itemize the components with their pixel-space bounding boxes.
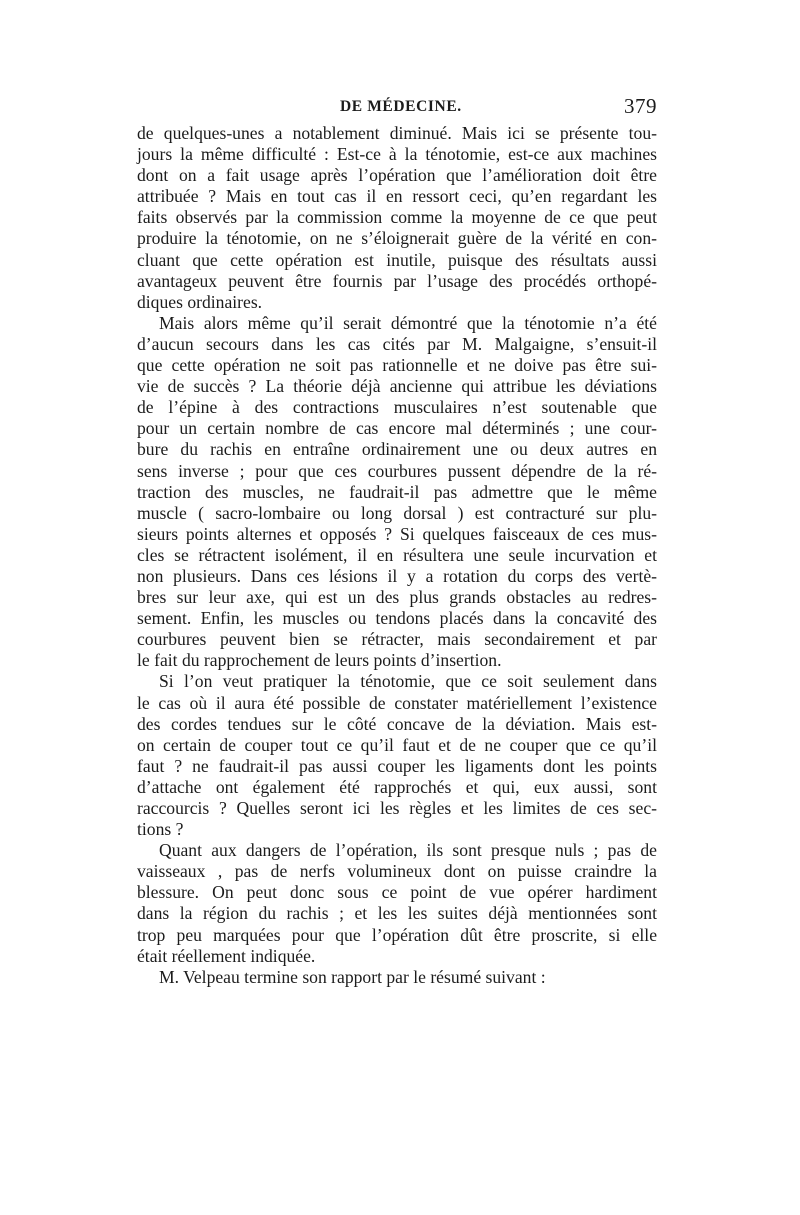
text-line: bres sur leur axe, qui est un des plus grands obstacles au redres- xyxy=(137,587,657,608)
page-number: 379 xyxy=(624,94,657,118)
text-line: dont on a fait usage après l’opération que l’amélioration doit être xyxy=(137,165,657,186)
text-line: avantageux peuvent être fournis par l’usage des procédés orthopé- xyxy=(137,270,657,291)
text-line: vie de succès ? La théorie déjà ancienne qui attribue les déviations xyxy=(137,376,657,397)
text-line: blessure. On peut donc sous ce point de vue opérer hardiment xyxy=(137,882,657,903)
text-line: le fait du rapprochement de leurs points d’insertion. xyxy=(137,650,502,671)
running-title: DE MÉDECINE. xyxy=(340,98,462,115)
paragraph-1 xyxy=(137,123,657,313)
text-line: courbures peuvent bien se rétracter, mais secondairement et par xyxy=(137,629,657,650)
text-line: Mais alors même qu’il serait démontré que la ténotomie n’a été xyxy=(159,312,657,333)
text-line: tions ? xyxy=(137,819,184,840)
text-line: trop peu marquées pour que l’opération dût être proscrite, si elle xyxy=(137,924,657,945)
text-line: M. Velpeau termine son rapport par le résumé suivant : xyxy=(159,966,546,987)
text-line: muscle ( sacro-lombaire ou long dorsal ) est contracturé sur plu- xyxy=(137,502,657,523)
paragraph-2 xyxy=(137,313,657,672)
paragraph-4 xyxy=(137,840,657,967)
text-line: Quant aux dangers de l’opération, ils sont presque nuls ; pas de xyxy=(159,840,657,861)
text-line: non plusieurs. Dans ces lésions il y a rotation du corps des vertè- xyxy=(137,565,657,586)
text-line: cles se rétractent isolément, il en résultera une seule incurvation et xyxy=(137,544,657,565)
body-text xyxy=(137,123,657,988)
text-line: des cordes tendues sur le côté concave de la déviation. Mais est- xyxy=(137,713,657,734)
text-line: faits observés par la commission comme la moyenne de ce que peut xyxy=(137,207,657,228)
text-line: de l’épine à des contractions musculaires n’est soutenable que xyxy=(137,397,657,418)
text-line: raccourcis ? Quelles seront ici les règles et les limites de ces sec- xyxy=(137,798,657,818)
text-line: d’attache ont également été rapprochés et qui, eux aussi, sont xyxy=(137,776,657,797)
text-line: attribuée ? Mais en tout cas il en ressort ceci, qu’en regardant les xyxy=(137,186,657,207)
paragraph-3 xyxy=(137,671,657,840)
text-line: cluant que cette opération est inutile, puisque des résultats aussi xyxy=(137,249,657,270)
running-head xyxy=(137,94,657,120)
text-line: jours la même difficulté : Est-ce à la ténotomie, est-ce aux machines xyxy=(137,144,657,165)
text-line: produire la ténotomie, on ne s’éloignerait guère de la vérité en con- xyxy=(137,228,657,249)
text-line: le cas où il aura été possible de constater matériellement l’existence xyxy=(137,692,657,713)
text-line: était réellement indiquée. xyxy=(137,945,316,966)
text-line: dans la région du rachis ; et les les suites déjà mentionnées sont xyxy=(137,903,657,924)
text-line: sement. Enfin, les muscles ou tendons placés dans la concavité des xyxy=(137,608,657,629)
text-line: d’aucun secours dans les cas cités par M. Malgaigne, s’ensuit-il xyxy=(137,333,657,354)
text-line: faut ? ne faudrait-il pas aussi couper les ligaments dont les points xyxy=(137,755,657,776)
text-line: que cette opération ne soit pas rationnelle et ne doive pas être sui- xyxy=(137,355,657,376)
text-line: bure du rachis en entraîne ordinairement une ou deux autres en xyxy=(137,439,657,460)
text-line: on certain de couper tout ce qu’il faut et de ne couper que ce qu’il xyxy=(137,734,657,755)
text-line: pour un certain nombre de cas encore mal déterminés ; une cour- xyxy=(137,418,657,439)
text-line: de quelques-unes a notablement diminué. Mais ici se présente tou- xyxy=(137,123,657,143)
text-line: diques ordinaires. xyxy=(137,291,263,312)
text-line: sieurs points alternes et opposés ? Si quelques faisceaux de ces mus- xyxy=(137,523,657,544)
text-line: vaisseaux , pas de nerfs volumineux dont on puisse craindre la xyxy=(137,861,657,882)
text-line: sens inverse ; pour que ces courbures pussent dépendre de la ré- xyxy=(137,460,657,481)
text-line: Si l’on veut pratiquer la ténotomie, que ce soit seulement dans xyxy=(159,671,657,692)
paragraph-5 xyxy=(137,967,657,988)
text-line: traction des muscles, ne faudrait-il pas admettre que le même xyxy=(137,481,657,502)
